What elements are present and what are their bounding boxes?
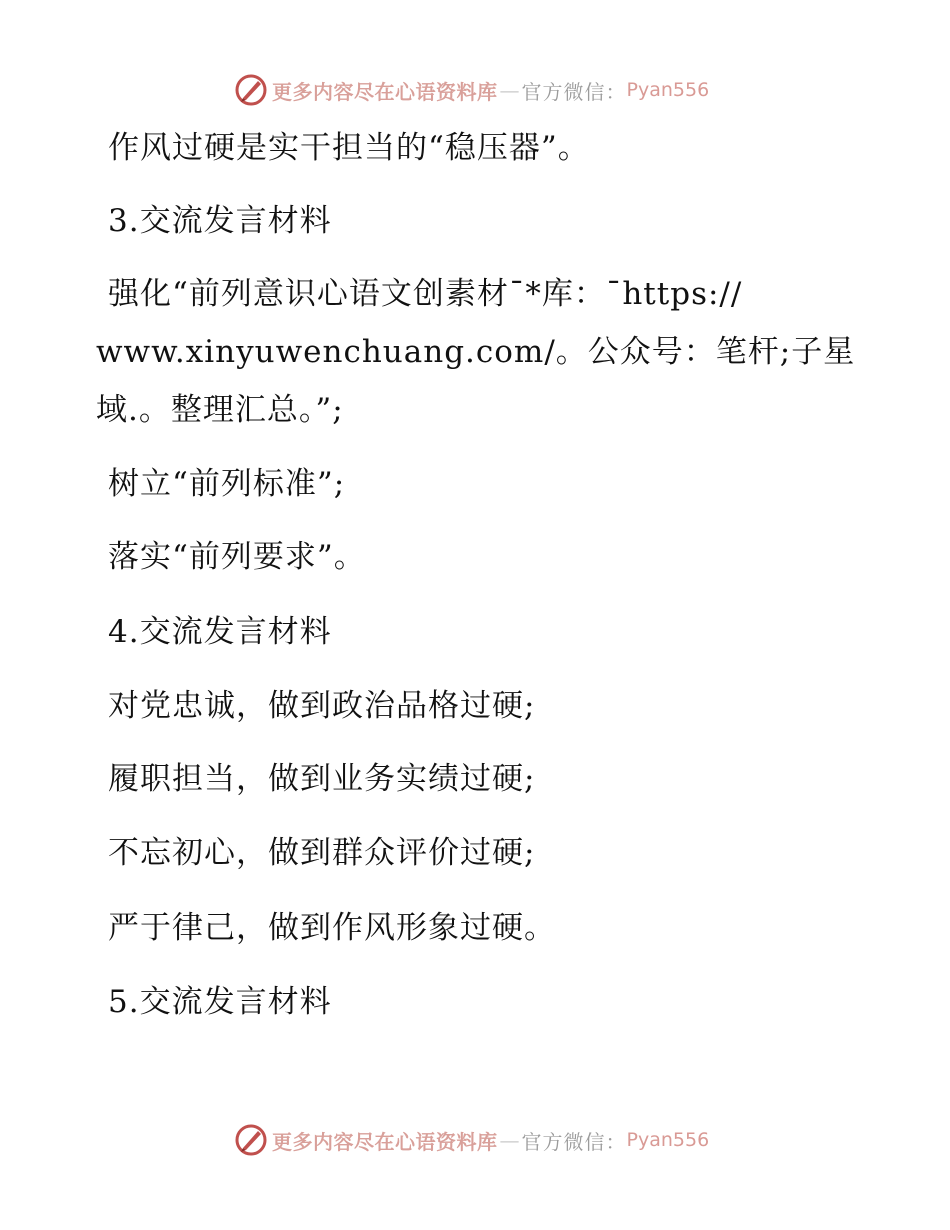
footer-watermark: [234, 1122, 709, 1158]
section-heading-3: 3.交流发言材料: [108, 203, 332, 239]
text-line-3: 强化“前列意识心语文创素材¯*库：¯https://: [108, 276, 743, 312]
text-line-6: 树立“前列标准”;: [108, 466, 346, 502]
quill-logo-icon: [234, 1123, 268, 1157]
watermark-main-text: 更多内容尽在心语资料库: [272, 79, 498, 104]
quill-logo-icon: [234, 73, 268, 107]
section-heading-4: 4.交流发言材料: [108, 614, 332, 650]
watermark-dash: —: [499, 1128, 520, 1152]
watermark-wechat-label: 官方微信：: [521, 1129, 627, 1154]
header-watermark: [234, 72, 709, 108]
text-line-1: 作风过硬是实干担当的“稳压器”。: [108, 130, 590, 166]
text-line-11: 不忘初心，做到群众评价过硬;: [108, 835, 536, 871]
text-line-10: 履职担当，做到业务实绩过硬;: [108, 761, 536, 797]
text-line-12: 严于律己，做到作风形象过硬。: [108, 910, 556, 946]
text-line-5: 域.。整理汇总。”;: [96, 392, 344, 428]
watermark-wechat-id: Pyan556: [626, 1129, 710, 1151]
watermark-dash: —: [499, 78, 520, 102]
text-line-9: 对党忠诚，做到政治品格过硬;: [108, 688, 536, 724]
section-heading-5: 5.交流发言材料: [108, 984, 332, 1020]
watermark-wechat-label: 官方微信：: [521, 79, 627, 104]
text-line-7: 落实“前列要求”。: [108, 539, 366, 575]
text-line-4: www.xinyuwenchuang.com/。公众号：笔杆;子星: [96, 334, 856, 370]
watermark-wechat-id: Pyan556: [626, 79, 710, 101]
watermark-main-text: 更多内容尽在心语资料库: [272, 1129, 498, 1154]
